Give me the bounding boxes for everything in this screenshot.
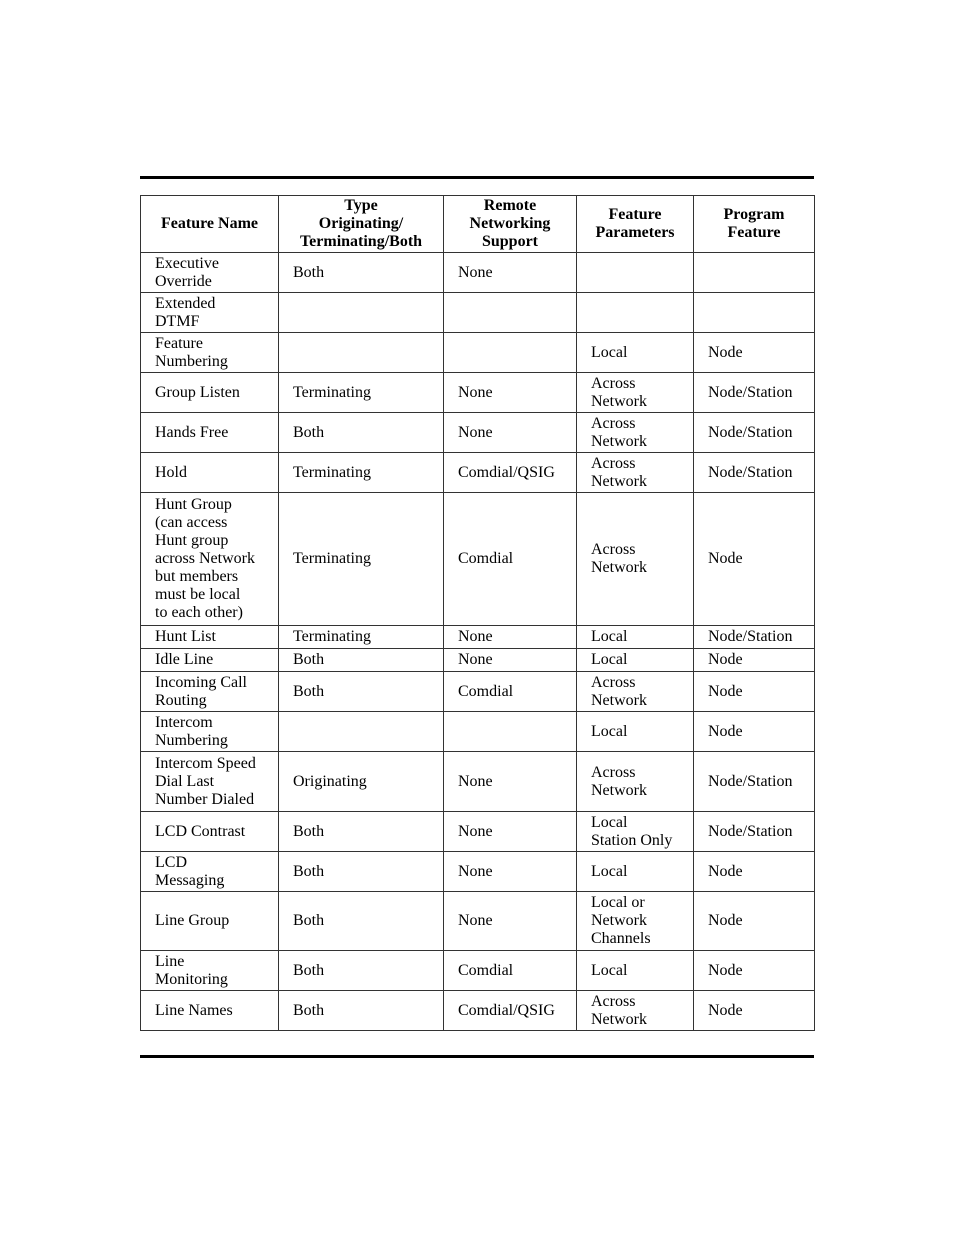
cell-text: Intercom [155, 713, 213, 731]
remote-support-cell [444, 493, 577, 626]
program-feature-cell [694, 413, 815, 453]
cell-text: Comdial/QSIG [458, 463, 555, 481]
table-row [141, 892, 815, 951]
program-feature-cell [694, 991, 815, 1031]
cell-text: Hunt List [155, 628, 216, 645]
cell-text: Terminating [293, 383, 371, 401]
feature-name-cell [141, 293, 279, 333]
cell-text: Node [708, 862, 743, 880]
type-cell [279, 373, 444, 413]
cell-text: Across [591, 541, 636, 558]
program-feature-cell [694, 649, 815, 672]
feature-name-cell [141, 852, 279, 892]
cell-text: Both [293, 263, 325, 281]
cell-text: Network [591, 432, 647, 450]
parameters-cell [577, 752, 694, 812]
cell-text: Network [591, 691, 647, 709]
top-rule [140, 176, 814, 179]
table-row [141, 413, 815, 453]
table-row [141, 493, 815, 626]
remote-support-cell [444, 892, 577, 951]
cell-text: Node/Station [708, 423, 793, 441]
cell-text: Terminating [293, 550, 371, 567]
remote-support-cell [444, 812, 577, 852]
type-cell [279, 649, 444, 672]
cell-text: Incoming Call [155, 673, 247, 691]
cell-text: Comdial [458, 682, 514, 700]
cell-text: Across [591, 992, 636, 1010]
cell-text: Intercom Speed [155, 754, 256, 772]
cell-text: Network [591, 1010, 647, 1028]
type-cell [279, 672, 444, 712]
parameters-cell [577, 712, 694, 752]
type-cell [279, 812, 444, 852]
table-row [141, 453, 815, 493]
feature-name-cell [141, 951, 279, 991]
cell-text: (can access [155, 514, 228, 531]
cell-text: Both [293, 423, 325, 441]
cell-text: Terminating [293, 628, 371, 645]
parameters-cell [577, 991, 694, 1031]
cell-text: Network [591, 392, 647, 410]
cell-text: Both [293, 822, 325, 840]
cell-text: None [458, 423, 493, 441]
remote-support-cell [444, 991, 577, 1031]
program-feature-cell [694, 892, 815, 951]
table-row [141, 373, 815, 413]
type-cell [279, 493, 444, 626]
cell-text: Station Only [591, 831, 673, 849]
table-row [141, 752, 815, 812]
cell-text: Feature [155, 334, 203, 352]
program-feature-cell [694, 626, 815, 649]
table-row [141, 852, 815, 892]
cell-text: Network [591, 559, 647, 576]
cell-text: Line Group [155, 912, 230, 929]
program-feature-cell [694, 333, 815, 373]
cell-text: Both [293, 862, 325, 880]
program-feature-cell [694, 712, 815, 752]
cell-text: Monitoring [155, 970, 228, 988]
feature-name-cell [141, 493, 279, 626]
cell-text: None [458, 862, 493, 880]
cell-text: Node [708, 912, 743, 929]
feature-name-cell [141, 812, 279, 852]
cell-text: Local [591, 722, 628, 740]
cell-text: Dial Last [155, 772, 215, 790]
type-cell [279, 293, 444, 333]
cell-text: Channels [591, 930, 651, 947]
table-row [141, 253, 815, 293]
cell-text: Override [155, 272, 212, 290]
type-cell [279, 253, 444, 293]
parameters-cell [577, 493, 694, 626]
cell-text: Extended [155, 294, 216, 312]
remote-support-cell [444, 852, 577, 892]
header-type: Type Originating/ Terminating/Both [279, 196, 444, 253]
program-feature-cell [694, 951, 815, 991]
cell-text: Comdial [458, 961, 514, 979]
cell-text: must be local [155, 586, 241, 603]
cell-text: Local [591, 343, 628, 361]
cell-text: Across [591, 414, 636, 432]
parameters-cell [577, 649, 694, 672]
cell-text: Network [591, 472, 647, 490]
cell-text: across Network [155, 550, 255, 567]
cell-text: Routing [155, 691, 207, 709]
parameters-cell [577, 672, 694, 712]
table-row [141, 672, 815, 712]
cell-text: Line Names [155, 1001, 233, 1019]
remote-support-cell [444, 712, 577, 752]
cell-text: Hold [155, 463, 187, 481]
cell-text: Node/Station [708, 463, 793, 481]
cell-text: Node [708, 550, 743, 567]
cell-text: Node/Station [708, 383, 793, 401]
remote-support-cell [444, 453, 577, 493]
feature-name-cell [141, 453, 279, 493]
feature-name-cell [141, 752, 279, 812]
remote-support-cell [444, 752, 577, 812]
cell-text: Both [293, 682, 325, 700]
cell-text: Node [708, 722, 743, 740]
cell-text: None [458, 628, 493, 645]
remote-support-cell [444, 333, 577, 373]
cell-text: Local [591, 628, 628, 645]
parameters-cell [577, 453, 694, 493]
table-row [141, 991, 815, 1031]
parameters-cell [577, 293, 694, 333]
parameters-cell [577, 253, 694, 293]
cell-text: None [458, 912, 493, 929]
feature-table [140, 195, 815, 1031]
type-cell [279, 951, 444, 991]
cell-text: Node/Station [708, 628, 793, 645]
table-row [141, 293, 815, 333]
feature-name-cell [141, 253, 279, 293]
cell-text: Numbering [155, 352, 228, 370]
cell-text: Local [591, 961, 628, 979]
feature-name-cell [141, 649, 279, 672]
program-feature-cell [694, 812, 815, 852]
cell-text: Originating [293, 772, 367, 790]
type-cell [279, 712, 444, 752]
parameters-cell [577, 892, 694, 951]
remote-support-cell [444, 672, 577, 712]
type-cell [279, 453, 444, 493]
cell-text: Terminating [293, 463, 371, 481]
parameters-cell [577, 333, 694, 373]
header-feature-name: Feature Name [141, 196, 279, 253]
feature-name-cell [141, 712, 279, 752]
parameters-cell [577, 413, 694, 453]
type-cell [279, 413, 444, 453]
program-feature-cell [694, 293, 815, 333]
remote-support-cell [444, 626, 577, 649]
cell-text: Local [591, 862, 628, 880]
program-feature-cell [694, 752, 815, 812]
remote-support-cell [444, 951, 577, 991]
cell-text: Local [591, 651, 628, 668]
cell-text: but members [155, 568, 239, 585]
table-row [141, 951, 815, 991]
feature-name-cell [141, 991, 279, 1031]
cell-text: LCD Contrast [155, 822, 246, 840]
program-feature-cell [694, 453, 815, 493]
cell-text: Number Dialed [155, 790, 255, 808]
cell-text: Node/Station [708, 772, 793, 790]
cell-text: DTMF [155, 312, 200, 330]
cell-text: Both [293, 912, 325, 929]
type-cell [279, 852, 444, 892]
bottom-rule [140, 1055, 814, 1058]
cell-text: Across [591, 454, 636, 472]
program-feature-cell [694, 493, 815, 626]
type-cell [279, 626, 444, 649]
program-feature-cell [694, 672, 815, 712]
table-row [141, 649, 815, 672]
type-cell [279, 892, 444, 951]
cell-text: LCD [155, 853, 187, 871]
cell-text: Node [708, 1001, 743, 1019]
cell-text: Hands Free [155, 423, 229, 441]
cell-text: None [458, 772, 493, 790]
cell-text: Network [591, 912, 647, 929]
parameters-cell [577, 373, 694, 413]
cell-text: to each other) [155, 604, 243, 621]
cell-text: Executive [155, 254, 219, 272]
cell-text: Node [708, 651, 743, 668]
cell-text: Local or [591, 894, 645, 911]
cell-text: None [458, 263, 493, 281]
header-remote-networking-support: Remote Networking Support [444, 196, 577, 253]
cell-text: None [458, 383, 493, 401]
header-program-feature: Program Feature [694, 196, 815, 253]
feature-name-cell [141, 672, 279, 712]
program-feature-cell [694, 852, 815, 892]
parameters-cell [577, 626, 694, 649]
cell-text: Network [591, 781, 647, 799]
type-cell [279, 333, 444, 373]
cell-text: Comdial [458, 550, 514, 567]
cell-text: Node [708, 343, 743, 361]
cell-text: Local [591, 813, 628, 831]
cell-text: None [458, 822, 493, 840]
feature-name-cell [141, 373, 279, 413]
cell-text: Node [708, 961, 743, 979]
parameters-cell [577, 852, 694, 892]
table-row [141, 333, 815, 373]
feature-name-cell [141, 333, 279, 373]
cell-text: Across [591, 374, 636, 392]
remote-support-cell [444, 373, 577, 413]
type-cell [279, 752, 444, 812]
cell-text: Comdial/QSIG [458, 1001, 555, 1019]
header-row [141, 196, 815, 253]
cell-text: Both [293, 651, 325, 668]
remote-support-cell [444, 413, 577, 453]
cell-text: Numbering [155, 731, 228, 749]
remote-support-cell [444, 649, 577, 672]
cell-text: Node [708, 682, 743, 700]
cell-text: Group Listen [155, 383, 240, 401]
cell-text: Idle Line [155, 651, 214, 668]
parameters-cell [577, 951, 694, 991]
cell-text: Line [155, 952, 185, 970]
parameters-cell [577, 812, 694, 852]
table-row [141, 812, 815, 852]
program-feature-cell [694, 373, 815, 413]
cell-text: Across [591, 673, 636, 691]
type-cell [279, 991, 444, 1031]
cell-text: Node/Station [708, 822, 793, 840]
feature-name-cell [141, 892, 279, 951]
cell-text: Both [293, 961, 325, 979]
feature-name-cell [141, 626, 279, 649]
feature-name-cell [141, 413, 279, 453]
cell-text: Hunt group [155, 532, 229, 549]
table-body [141, 253, 815, 1031]
cell-text: Across [591, 763, 636, 781]
remote-support-cell [444, 253, 577, 293]
cell-text: Both [293, 1001, 325, 1019]
cell-text: Hunt Group [155, 496, 232, 513]
header-feature-parameters: Feature Parameters [577, 196, 694, 253]
cell-text: Messaging [155, 871, 225, 889]
program-feature-cell [694, 253, 815, 293]
remote-support-cell [444, 293, 577, 333]
table-row [141, 712, 815, 752]
table-row [141, 626, 815, 649]
cell-text: None [458, 651, 493, 668]
